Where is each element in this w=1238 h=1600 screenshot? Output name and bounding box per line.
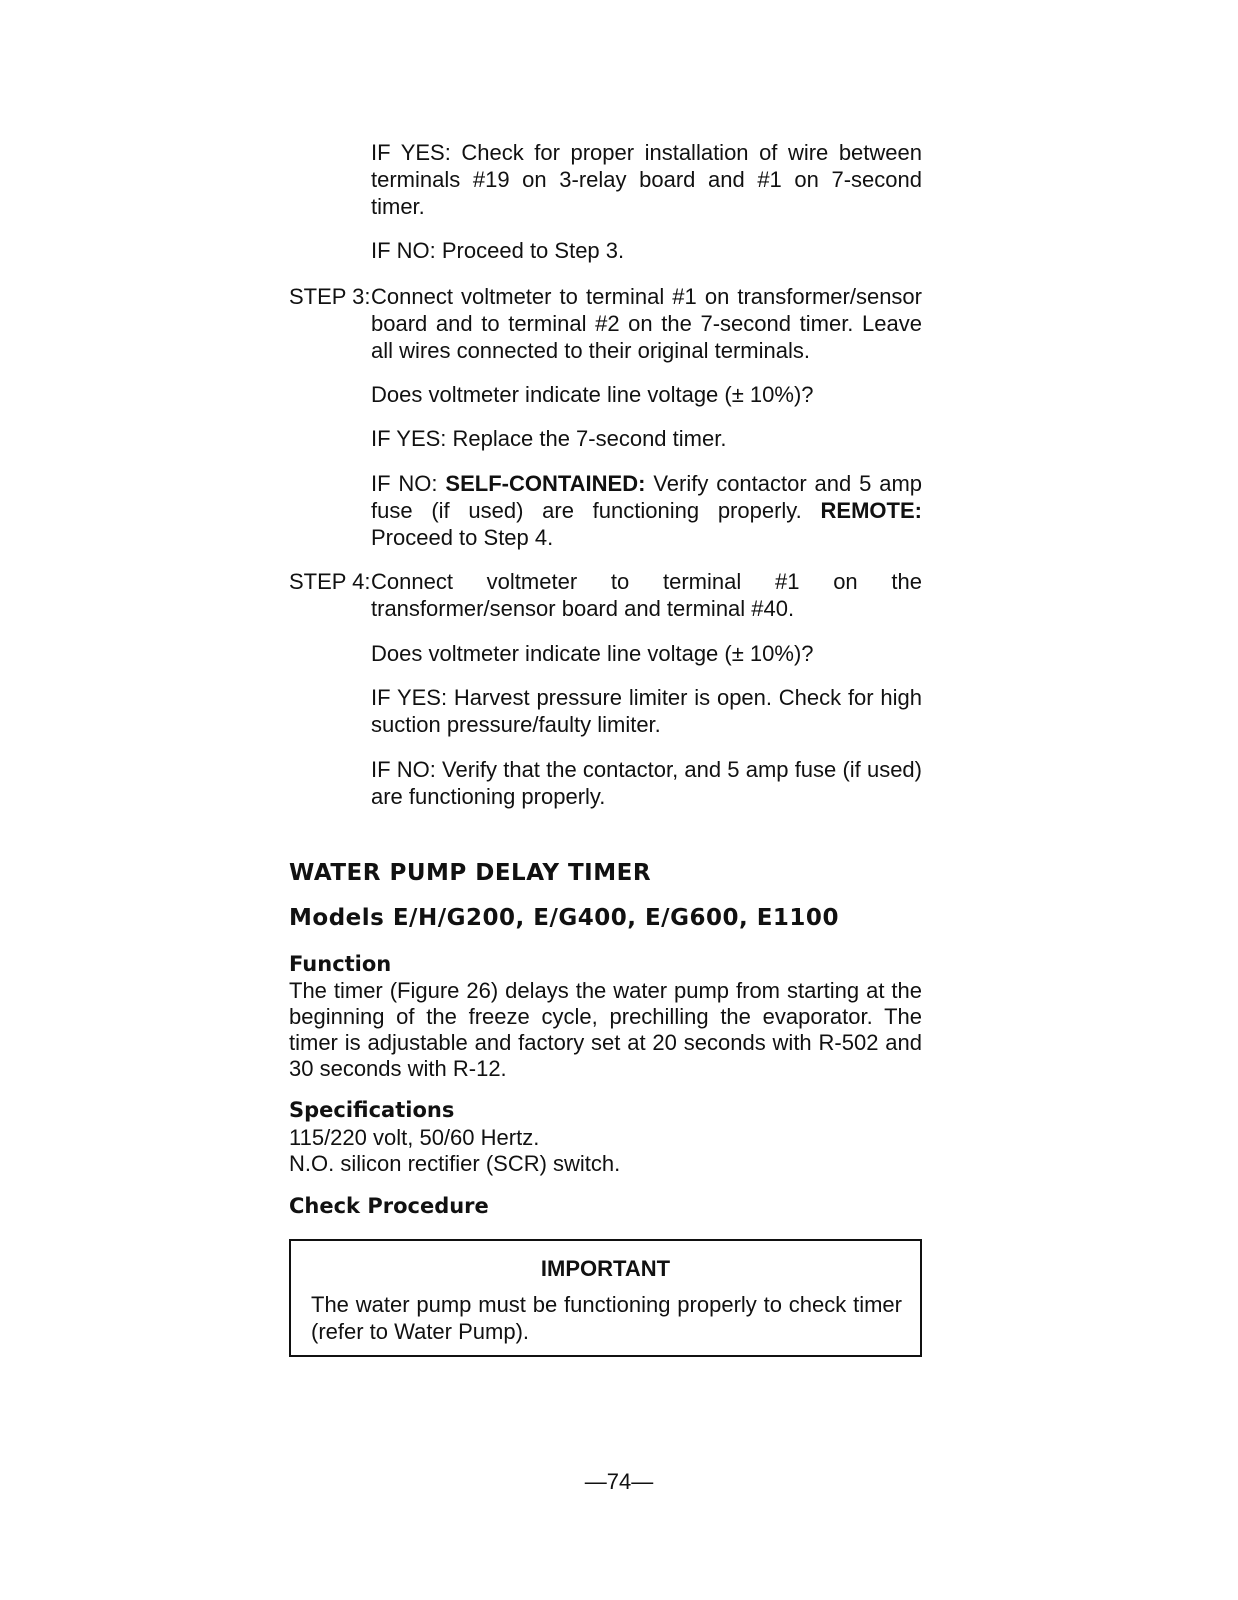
page-number: —74— xyxy=(584,1469,654,1494)
important-text: The water pump must be functioning properly to check timer (refer to Water Pump). xyxy=(311,1292,902,1344)
step4-if-no: IF NO: Verify that the contactor, and 5 amp fuse (if used) are functioning properly. xyxy=(371,757,922,809)
step3-question: Does voltmeter indicate line voltage (± 10%)? xyxy=(371,382,814,407)
check-procedure-heading: Check Procedure xyxy=(289,1194,489,1218)
step4-if-yes: IF YES: Harvest pressure limiter is open. Check for high suction pressure/faulty limiter. xyxy=(371,685,922,737)
step3-if-no-prefix: IF NO: xyxy=(371,471,438,496)
step3-if-no xyxy=(371,470,922,551)
section-models: Models E/H/G200, E/G400, E/G600, E1100 xyxy=(289,905,839,931)
important-title: IMPORTANT xyxy=(540,1256,671,1281)
self-contained-text: Verify contactor and 5 amp fuse (if used) are functioning properly. xyxy=(371,471,923,523)
specifications-line2: N.O. silicon rectifier (SCR) switch. xyxy=(289,1151,621,1176)
step3-label: STEP 3: xyxy=(289,284,371,309)
step4-question: Does voltmeter indicate line voltage (± 10%)? xyxy=(371,641,814,666)
specifications-line1: 115/220 volt, 50/60 Hertz. xyxy=(289,1125,540,1150)
step4-label: STEP 4: xyxy=(289,569,371,594)
step4-instruction: Connect voltmeter to terminal #1 on the transformer/sensor board and terminal #40. xyxy=(371,569,922,621)
self-contained-label: SELF-CONTAINED: xyxy=(445,471,646,496)
function-text: The timer (Figure 26) delays the water pump from starting at the beginning of the freeze cycle, prechilling the evaporator. The timer is adjustable and factory set at 20 seconds with R-502 and 30 seconds with R-12. xyxy=(289,978,922,1081)
step2-if-no: IF NO: Proceed to Step 3. xyxy=(371,238,625,263)
specifications-heading: Specifications xyxy=(289,1098,455,1122)
function-heading: Function xyxy=(289,952,392,976)
step3-if-yes: IF YES: Replace the 7-second timer. xyxy=(371,426,727,451)
step2-if-yes: IF YES: Check for proper installation of wire between terminals #19 on 3-relay board and #1 on 7-second timer. xyxy=(371,140,922,219)
step3-instruction: Connect voltmeter to terminal #1 on transformer/sensor board and to terminal #2 on the 7-second timer. Leave all wires connected to their original terminals. xyxy=(371,284,922,363)
important-notice-box xyxy=(289,1239,922,1357)
remote-label: REMOTE: xyxy=(820,498,922,523)
remote-text: Proceed to Step 4. xyxy=(371,525,554,550)
section-title: WATER PUMP DELAY TIMER xyxy=(289,860,652,886)
